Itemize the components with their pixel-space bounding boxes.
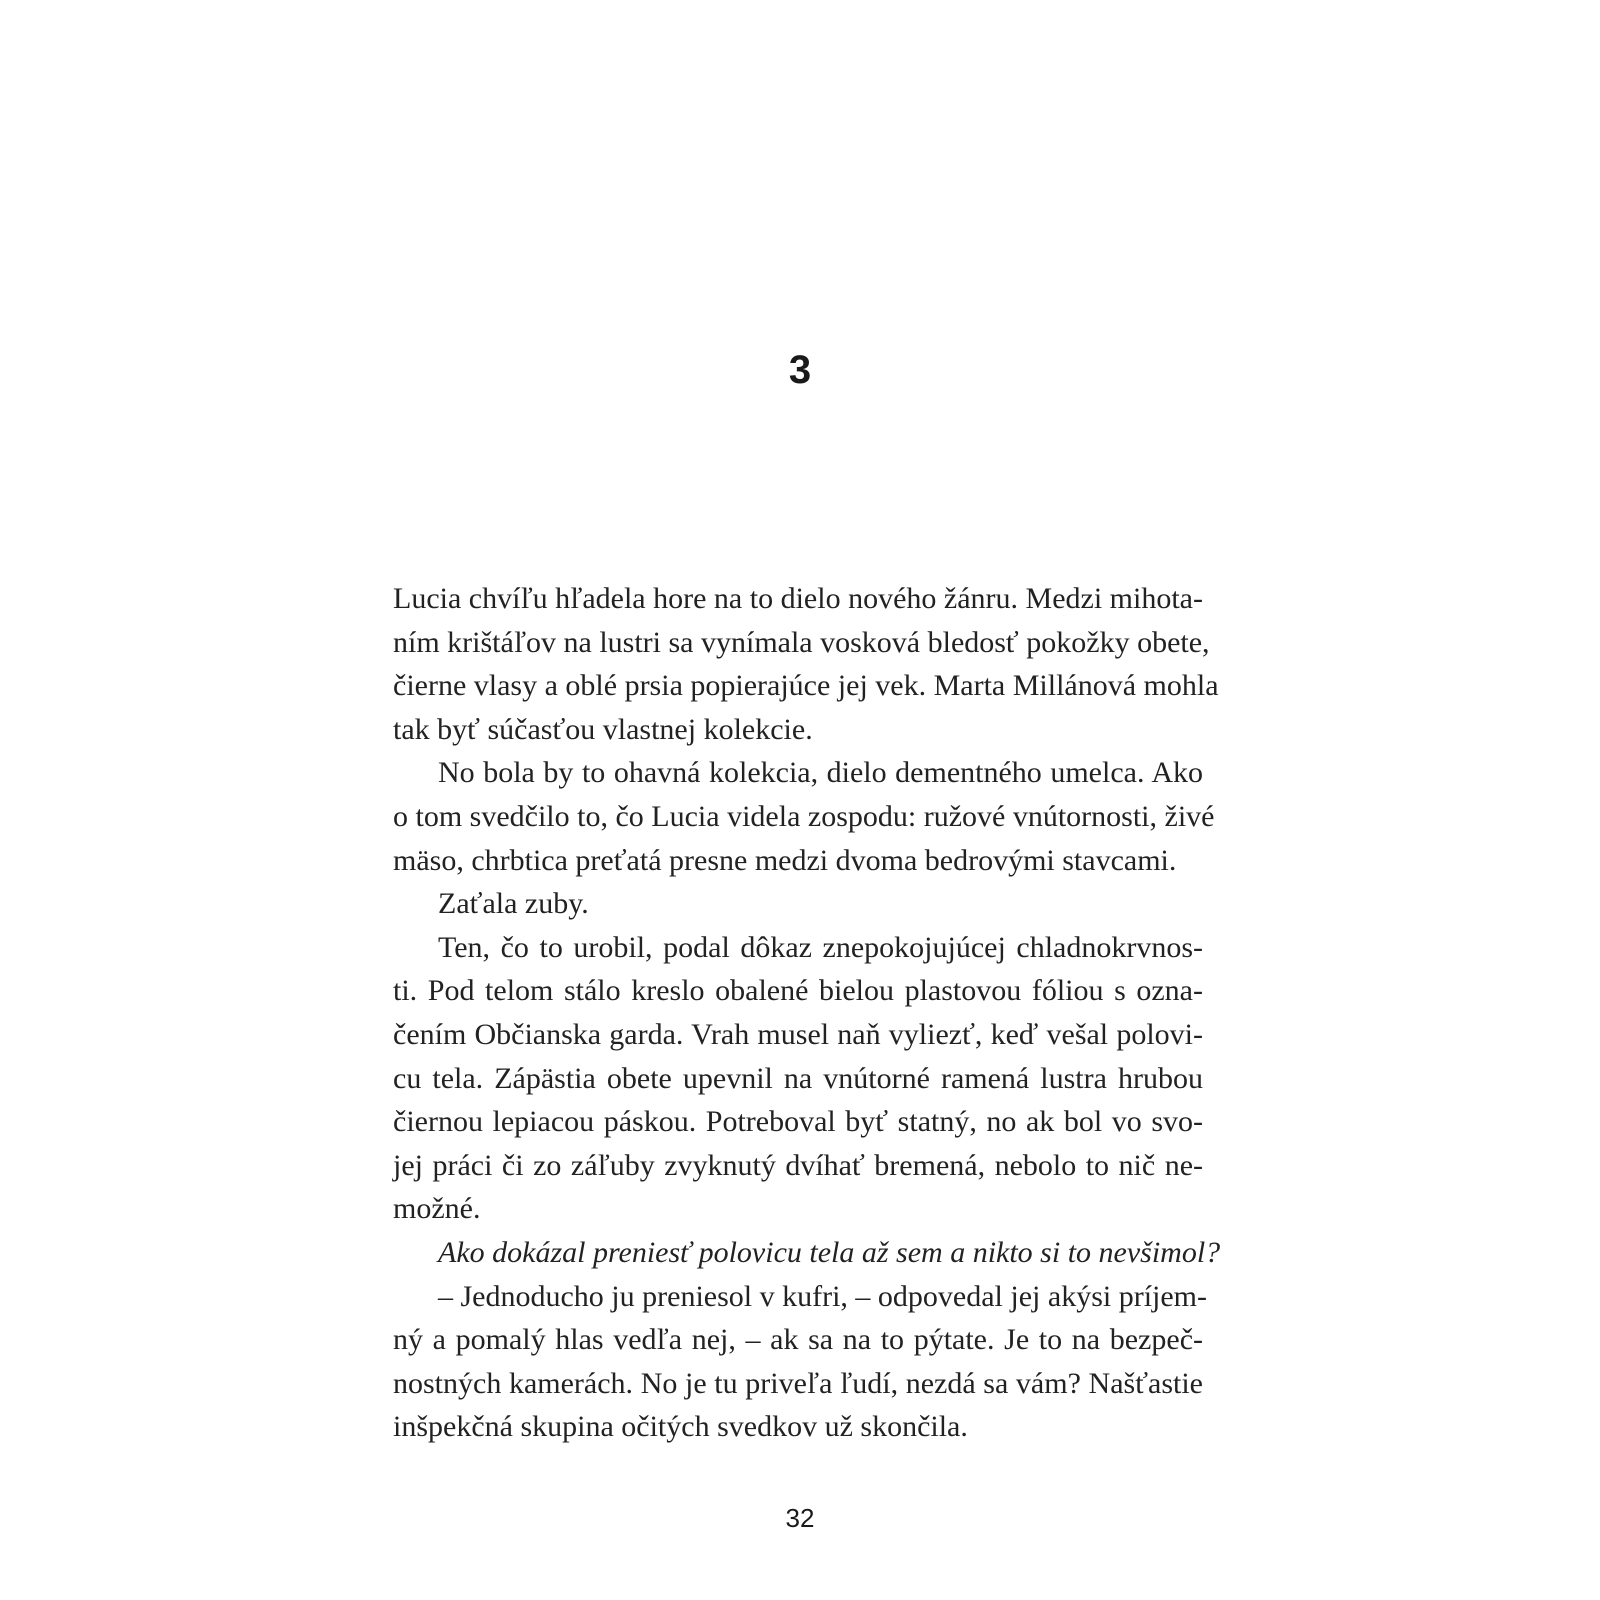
text-line: tak byť súčasťou vlastnej kolekcie. [393, 712, 813, 746]
text-line: ním krištáľov na lustri sa vynímala vosková bledosť pokožky obete, [393, 625, 1210, 659]
text-line: možné. [393, 1192, 481, 1226]
text-line: – Jednoducho ju preniesol v kufri, – odpovedal jej akýsi príjem- [438, 1279, 1207, 1313]
text-line: Zaťala zuby. [438, 887, 589, 921]
text-line: ný a pomalý hlas vedľa nej, – ak sa na to pýtate. Je to na bezpeč- [393, 1323, 1203, 1357]
text-line: inšpekčná skupina očitých svedkov už skončila. [393, 1410, 968, 1444]
chapter-number: 3 [788, 348, 812, 392]
text-line: No bola by to ohavná kolekcia, dielo dementného umelca. Ako [438, 756, 1203, 790]
text-line: čením Občianska garda. Vrah musel naň vyliezť, keď vešal polovi- [393, 1017, 1203, 1051]
text-line: Lucia chvíľu hľadela hore na to dielo nového žánru. Medzi mihota- [393, 582, 1203, 615]
text-line: o tom svedčilo to, čo Lucia videla zospodu: ružové vnútornosti, živé [393, 799, 1215, 833]
text-line: cu tela. Zápästia obete upevnil na vnútorné ramená lustra hrubou [393, 1061, 1203, 1095]
italic-thought-line: Ako dokázal preniesť polovicu tela až sem a nikto si to nevšimol? [438, 1235, 1221, 1269]
page-number: 32 [785, 1503, 815, 1533]
text-line: mäso, chrbtica preťatá presne medzi dvoma bedrovými stavcami. [393, 843, 1177, 877]
text-line: čierne vlasy a oblé prsia popierajúce jej vek. Marta Millánová mohla [393, 669, 1219, 703]
text-line: čiernou lepiacou páskou. Potreboval byť statný, no ak bol vo svo- [393, 1105, 1203, 1139]
text-line: Ten, čo to urobil, podal dôkaz znepokojujúcej chladnokrvnos- [438, 930, 1203, 964]
text-line: ti. Pod telom stálo kreslo obalené bielou plastovou fóliou s ozna- [393, 974, 1203, 1008]
body-text [393, 577, 1221, 1449]
text-line: jej práci či zo záľuby zvyknutý dvíhať bremená, nebolo to nič ne- [393, 1148, 1203, 1182]
text-line: nostných kamerách. No je tu priveľa ľudí, nezdá sa vám? Našťastie [393, 1366, 1203, 1400]
